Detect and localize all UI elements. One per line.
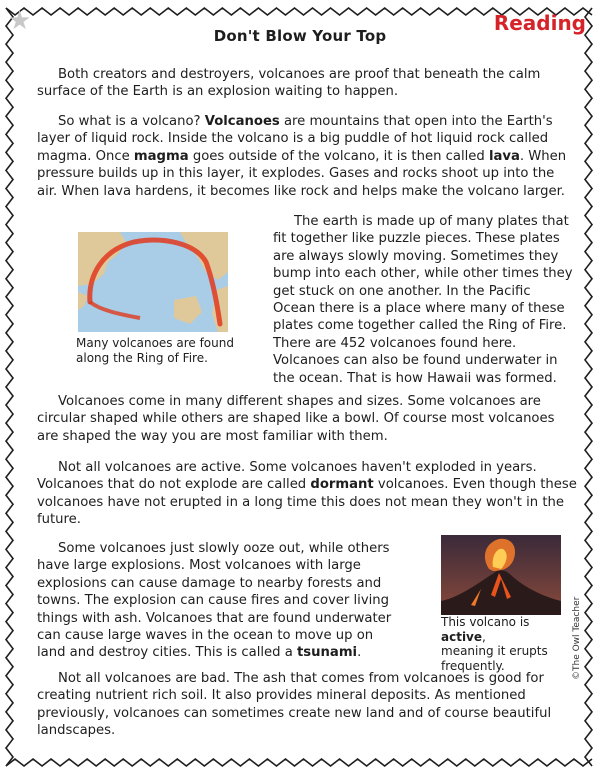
caption-line: frequently. — [441, 658, 505, 673]
ring-of-fire-map — [78, 232, 228, 332]
term-dormant: dormant — [310, 477, 374, 493]
text-line — [37, 476, 577, 493]
text-line — [37, 644, 432, 661]
erupting-volcano-photo — [441, 535, 561, 615]
text-line: Ocean there is a place where many of these — [273, 301, 565, 317]
term-magma: magma — [133, 148, 189, 164]
text-line: Not all volcanoes are active. Some volcanoes haven't exploded in years. — [58, 460, 537, 475]
volcano-caption — [441, 615, 571, 673]
text-line: layer of liquid rock. Inside the volcano is a big puddle of hot liquid rock called — [37, 131, 549, 147]
star-icon: ★ — [8, 6, 32, 36]
text-line: Volcanoes can also be found underwater in — [273, 353, 558, 369]
text: This volcano is — [441, 615, 530, 629]
term-lava: lava — [488, 148, 520, 164]
text-line: get stuck on one another. In the Pacific — [273, 283, 531, 299]
text-line — [37, 148, 577, 165]
text: , — [482, 629, 486, 644]
text-line: creating nutrient rich soil. It also provides mineral deposits. As mentioned — [37, 688, 526, 704]
text-line: circular shaped while others are shaped like a bowl. Of course most volcanoes — [37, 411, 555, 427]
paragraph-what-is-volcano — [37, 113, 577, 200]
text: magma. Once — [37, 148, 134, 164]
term-volcanoes: Volcanoes — [204, 114, 280, 129]
text: are mountains that open into the Earth's — [279, 114, 553, 129]
text-line: pressure builds up in this layer, it explodes. Gases and rocks shoot up into the — [37, 166, 555, 182]
text-line: explosions can cause damage to nearby forests and — [37, 575, 382, 591]
text-line: are always slowly moving. Sometimes they — [273, 248, 559, 264]
text-line: Volcanoes come in many different shapes and sizes. Some volcanoes are — [58, 394, 541, 409]
text: So what is a volcano? — [58, 114, 205, 129]
paragraph-shapes — [37, 393, 577, 445]
text-line — [37, 113, 577, 130]
text-line: plates come together called the Ring of Fire. — [273, 318, 567, 334]
reading-badge: Reading — [493, 11, 586, 35]
text-line: future. — [37, 512, 81, 528]
caption-line: Many volcanoes are found — [76, 336, 234, 350]
text-line: have large explosions. Most volcanoes with large — [37, 558, 361, 574]
text-line: Some volcanoes just slowly ooze out, while others — [58, 541, 390, 556]
text-line: Both creators and destroyers, volcanoes are proof that beneath the calm — [58, 67, 541, 82]
text: Volcanoes that do not explode are called — [37, 477, 311, 493]
term-tsunami: tsunami — [296, 645, 358, 661]
text-line: surface of the Earth is an explosion waiting to happen. — [37, 84, 399, 100]
paragraph-explosions — [37, 540, 432, 662]
page-title: Don't Blow Your Top — [213, 27, 387, 45]
text-line: Not all volcanoes are bad. The ash that comes from volcanoes is good for — [58, 671, 544, 686]
text-line: things with ash. Volcanoes that are found underwater — [37, 610, 392, 626]
text: volcanoes. Even though these — [373, 477, 577, 493]
text-line: There are 452 volcanoes found here. — [273, 335, 517, 351]
text-line: volcanoes have not erupted in a long time this does not mean they won't in the — [37, 494, 564, 510]
text-line: are shaped the way you are most familiar with them. — [37, 428, 388, 444]
paragraph-dormant — [37, 459, 577, 529]
text: land and destroy cities. This is called a — [37, 645, 297, 661]
copyright-credit: ©The Owl Teacher — [572, 596, 582, 680]
caption-line: along the Ring of Fire. — [76, 350, 208, 365]
text-line: towns. The explosion can cause fires and cover living — [37, 593, 390, 609]
text-line: the ocean. That is how Hawaii was formed. — [273, 370, 557, 386]
caption-line — [441, 615, 571, 644]
paragraph-ring-of-fire — [273, 213, 573, 387]
text-line: air. When lava hardens, it becomes like rock and helps make the volcano larger. — [37, 183, 565, 199]
term-active: active — [441, 629, 483, 644]
text-line: previously, volcanoes can sometimes create new land and of course beautiful — [37, 705, 552, 721]
text-line: fit together like puzzle pieces. These plates — [273, 231, 560, 247]
text-line: can cause large waves in the ocean to move up on — [37, 628, 374, 644]
text-line: bump into each other, while other times they — [273, 266, 573, 282]
paragraph-intro — [37, 66, 567, 101]
text-line: landscapes. — [37, 723, 116, 739]
text: goes outside of the volcano, it is then called — [188, 148, 489, 164]
text-line: The earth is made up of many plates that — [294, 214, 569, 229]
caption-line: meaning it erupts — [441, 644, 548, 658]
map-caption — [76, 336, 246, 365]
paragraph-benefits — [37, 670, 567, 740]
text: . When — [519, 148, 567, 164]
text: . — [357, 645, 362, 661]
